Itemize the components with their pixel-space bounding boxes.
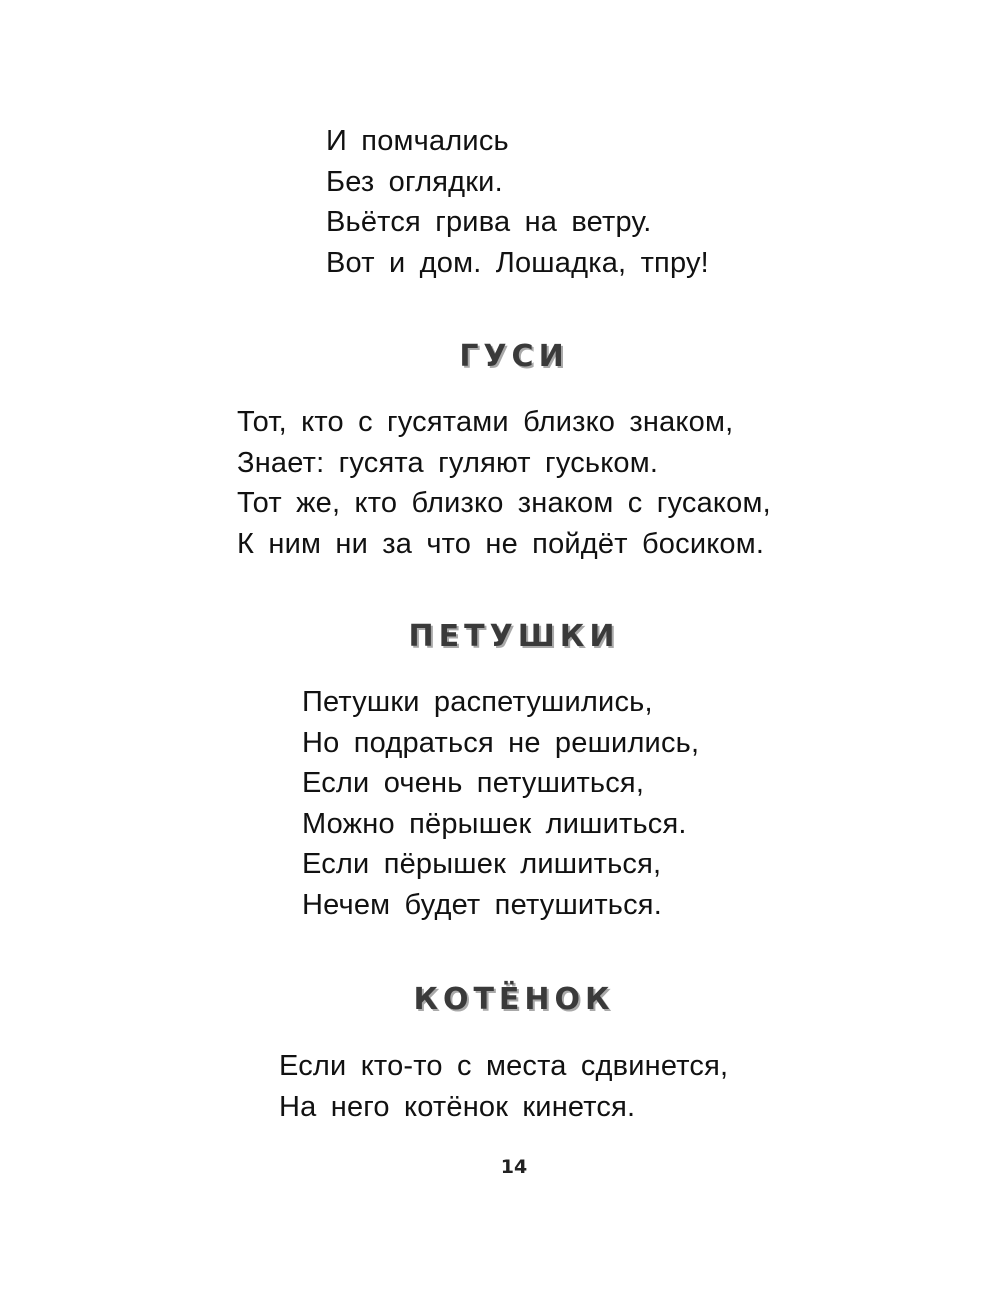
stanza-horse-ending	[326, 121, 709, 283]
poem-line: Но подраться не решились,	[302, 726, 700, 759]
poem-line: Нечем будет петушиться.	[302, 888, 662, 921]
poem-title-roosters: ПЕТУШКИ	[408, 619, 620, 654]
poem-line: Тот, кто с гусятами близко знаком,	[237, 406, 734, 438]
poem-line: Без оглядки.	[326, 165, 503, 198]
poem-line: Тот же, кто близко знаком с гусаком,	[237, 487, 771, 519]
stanza-geese	[237, 402, 771, 564]
page-number: 14	[500, 1156, 528, 1178]
stanza-roosters	[302, 682, 699, 925]
poem-line: На него котёнок кинется.	[279, 1090, 636, 1123]
poem-line: Если очень петушиться,	[302, 767, 645, 799]
poem-line: Знает: гусята гуляют гуськом.	[237, 446, 659, 479]
stanza-kitten	[279, 1046, 728, 1127]
poem-line: Вот и дом. Лошадка, тпру!	[326, 246, 709, 279]
poem-line: Если кто-то с места сдвинется,	[279, 1050, 729, 1082]
poem-title-geese: ГУСИ	[459, 339, 569, 374]
poem-line: Можно пёрышек лишиться.	[302, 807, 687, 840]
poem-title-kitten: КОТЁНОК	[413, 982, 615, 1017]
poem-line: Если пёрышек лишиться,	[302, 848, 662, 880]
poem-line: Вьётся грива на ветру.	[326, 206, 652, 238]
poem-line: И помчались	[326, 125, 509, 157]
poem-line: Петушки распетушились,	[302, 686, 653, 718]
poem-line: К ним ни за что не пойдёт босиком.	[237, 527, 765, 560]
